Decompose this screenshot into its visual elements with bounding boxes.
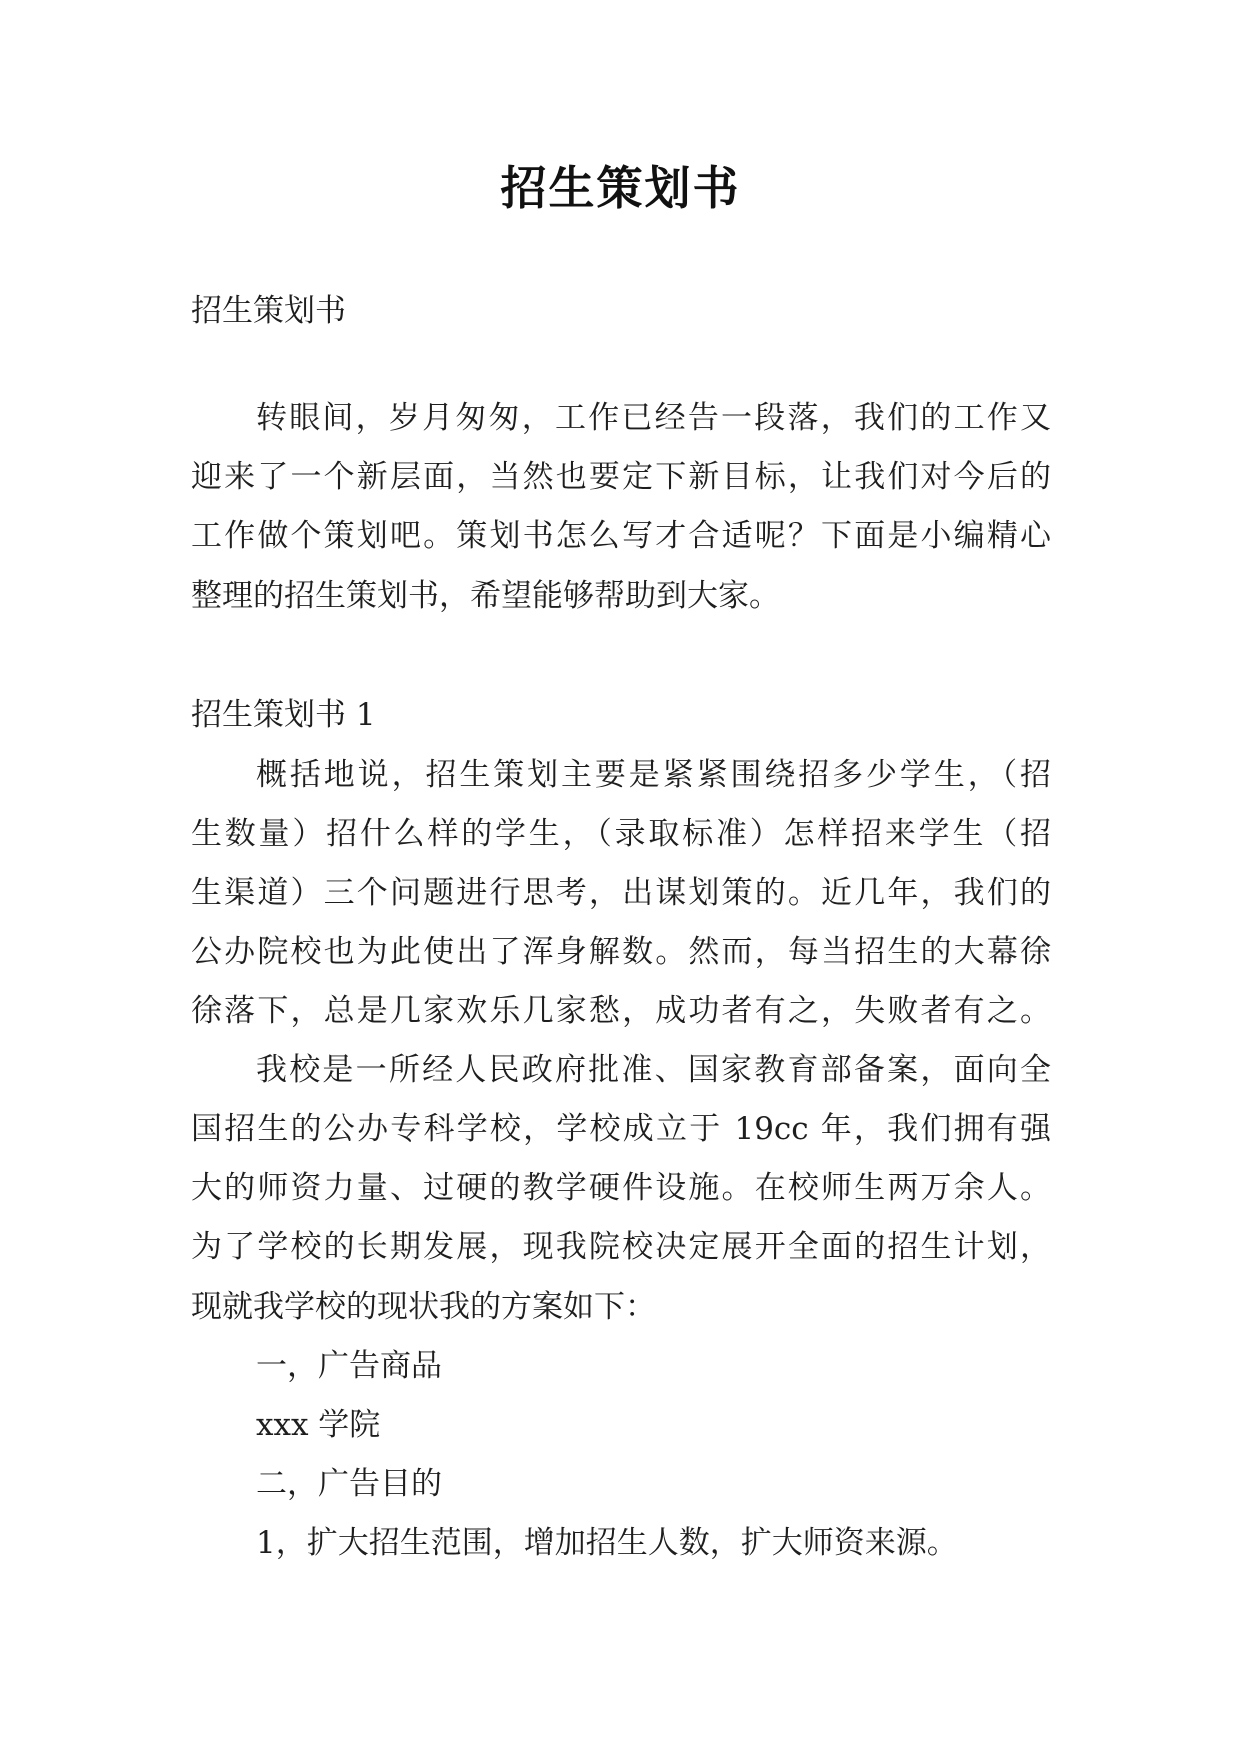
document-title: 招生策划书 bbox=[500, 161, 741, 215]
paragraph-line: 国招生的公办专科学校，学校成立于 19cc 年，我们拥有强 bbox=[191, 1111, 1051, 1147]
paragraph-line: 公办院校也为此使出了浑身解数。然而，每当招生的大幕徐 bbox=[191, 934, 1051, 970]
intro-line: 转眼间，岁月匆匆，工作已经告一段落，我们的工作又 bbox=[256, 400, 1051, 436]
paragraph-line: 生数量）招什么样的学生，（录取标准）怎样招来学生（招 bbox=[191, 816, 1051, 852]
intro-line: 工作做个策划吧。策划书怎么写才合适呢？下面是小编精心 bbox=[191, 518, 1051, 554]
paragraph-line: 为了学校的长期发展，现我院校决定展开全面的招生计划， bbox=[191, 1229, 1051, 1265]
paragraph-line: 概括地说，招生策划主要是紧紧围绕招多少学生，（招 bbox=[256, 757, 1051, 793]
section-heading: 招生策划书 1 bbox=[191, 697, 376, 733]
intro-line: 整理的招生策划书，希望能够帮助到大家。 bbox=[191, 578, 780, 614]
paragraph-line: 我校是一所经人民政府批准、国家教育部备案，面向全 bbox=[256, 1052, 1051, 1088]
paragraph-line: 生渠道）三个问题进行思考，出谋划策的。近几年，我们的 bbox=[191, 875, 1051, 911]
intro-line: 迎来了一个新层面，当然也要定下新目标，让我们对今后的 bbox=[191, 459, 1051, 495]
paragraph-line: 大的师资力量、过硬的教学硬件设施。在校师生两万余人。 bbox=[191, 1170, 1051, 1206]
list-item: xxx 学院 bbox=[256, 1407, 381, 1443]
list-item: 1，扩大招生范围，增加招生人数，扩大师资来源。 bbox=[256, 1525, 958, 1561]
paragraph-line: 徐落下，总是几家欢乐几家愁，成功者有之，失败者有之。 bbox=[191, 993, 1051, 1029]
list-item: 二，广告目的 bbox=[256, 1466, 442, 1502]
list-item: 一，广告商品 bbox=[256, 1348, 442, 1384]
document-subtitle: 招生策划书 bbox=[191, 293, 346, 329]
paragraph-line: 现就我学校的现状我的方案如下： bbox=[191, 1289, 656, 1325]
